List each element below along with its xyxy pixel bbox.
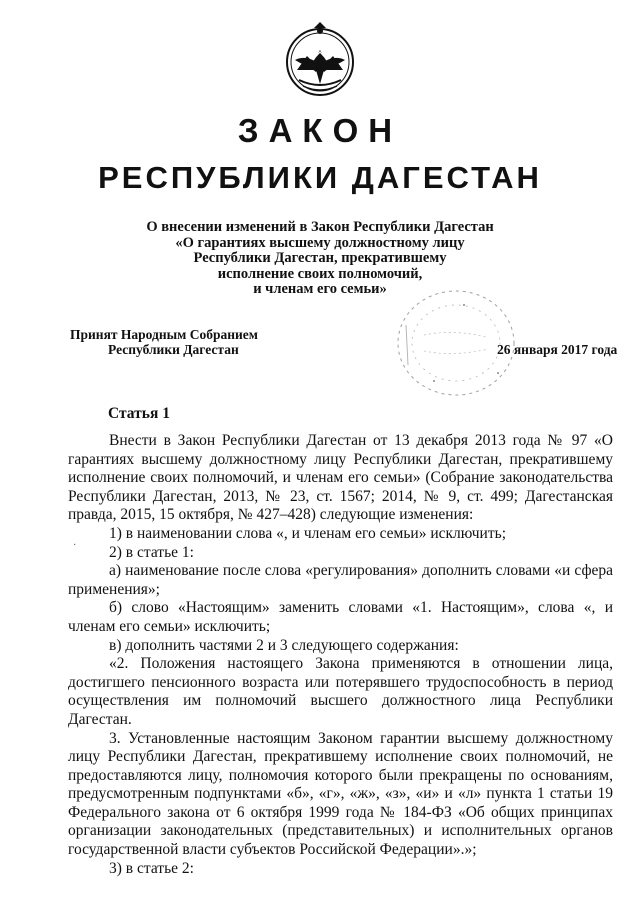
- adoption-date: 26 января 2017 года: [497, 342, 618, 357]
- article-paragraph: в) дополнить частями 2 и 3 следующего содержания:: [109, 636, 459, 654]
- scan-mark: ·: [73, 540, 77, 551]
- article-body: [68, 432, 613, 878]
- article-paragraph: 3. Установленные настоящим Законом гарантии высшему должностному лицу Республики Дагестан, прекратившему исполнение своих полномочий, не предоставляются лицу, полномочия которого были прекращены по основаниям, предусмотренным подпунктами «б», «г», «ж», «з», «и» и «л» пункта 1 статьи 19 Федерального закона от 6 октября 1999 года № 184-ФЗ «Об общих принципах организации законодательных (представительных) и исполнительных органов государственной власти субъектов Российской Федерации».»;: [68, 729, 613, 859]
- adoption-info: [70, 327, 258, 357]
- article-paragraph: 3) в статье 2:: [109, 859, 194, 877]
- article-paragraph: Внести в Закон Республики Дагестан от 13 декабря 2013 года № 97 «О гарантиях высшему должностному лицу Республики Дагестан, прекратившему исполнение своих полномочий, и членам его семьи» (Собрание законодательства Республики Дагестан, 2013, № 23, ст. 1567; 2014, № 9, ст. 499; Дагестанская правда, 2015, 15 октября, № 427–428) следующие изменения:: [68, 432, 613, 524]
- article-heading: Статья 1: [108, 405, 170, 422]
- article-paragraph: «2. Положения настоящего Закона применяются в отношении лица, достигшего пенсионного возраста или потерявшего трудоспособность в период осуществления им полномочий высшего должностного лица Республики Дагестан.: [68, 655, 613, 728]
- law-title-line: О внесении изменений в Закон Республики Дагестан: [146, 219, 494, 235]
- article-paragraph: 2) в статье 1:: [109, 543, 194, 561]
- adoption-line: Республики Дагестан: [108, 342, 239, 357]
- law-title-line: Республики Дагестан, прекратившему: [193, 250, 447, 266]
- law-title-line: и членам его семьи»: [253, 281, 387, 297]
- article-paragraph: 1) в наименовании слова «, и членам его семьи» исключить;: [109, 524, 506, 542]
- law-title-line: «О гарантиях высшему должностному лицу: [175, 234, 465, 251]
- document-title: ЗАКОН: [237, 112, 403, 149]
- article-paragraph: а) наименование после слова «регулирования» дополнить словами «и сфера применения»;: [68, 562, 613, 598]
- document-subtitle: РЕСПУБЛИКИ ДАГЕСТАН: [98, 160, 542, 195]
- law-title-line: исполнение своих полномочий,: [217, 265, 423, 282]
- dagestan-emblem-icon: [283, 20, 357, 100]
- adoption-line: Принят Народным Собранием: [70, 327, 258, 342]
- article-paragraph: б) слово «Настоящим» заменить словами «1. Настоящим», слова «, и членам его семьи» исключить;: [68, 599, 613, 635]
